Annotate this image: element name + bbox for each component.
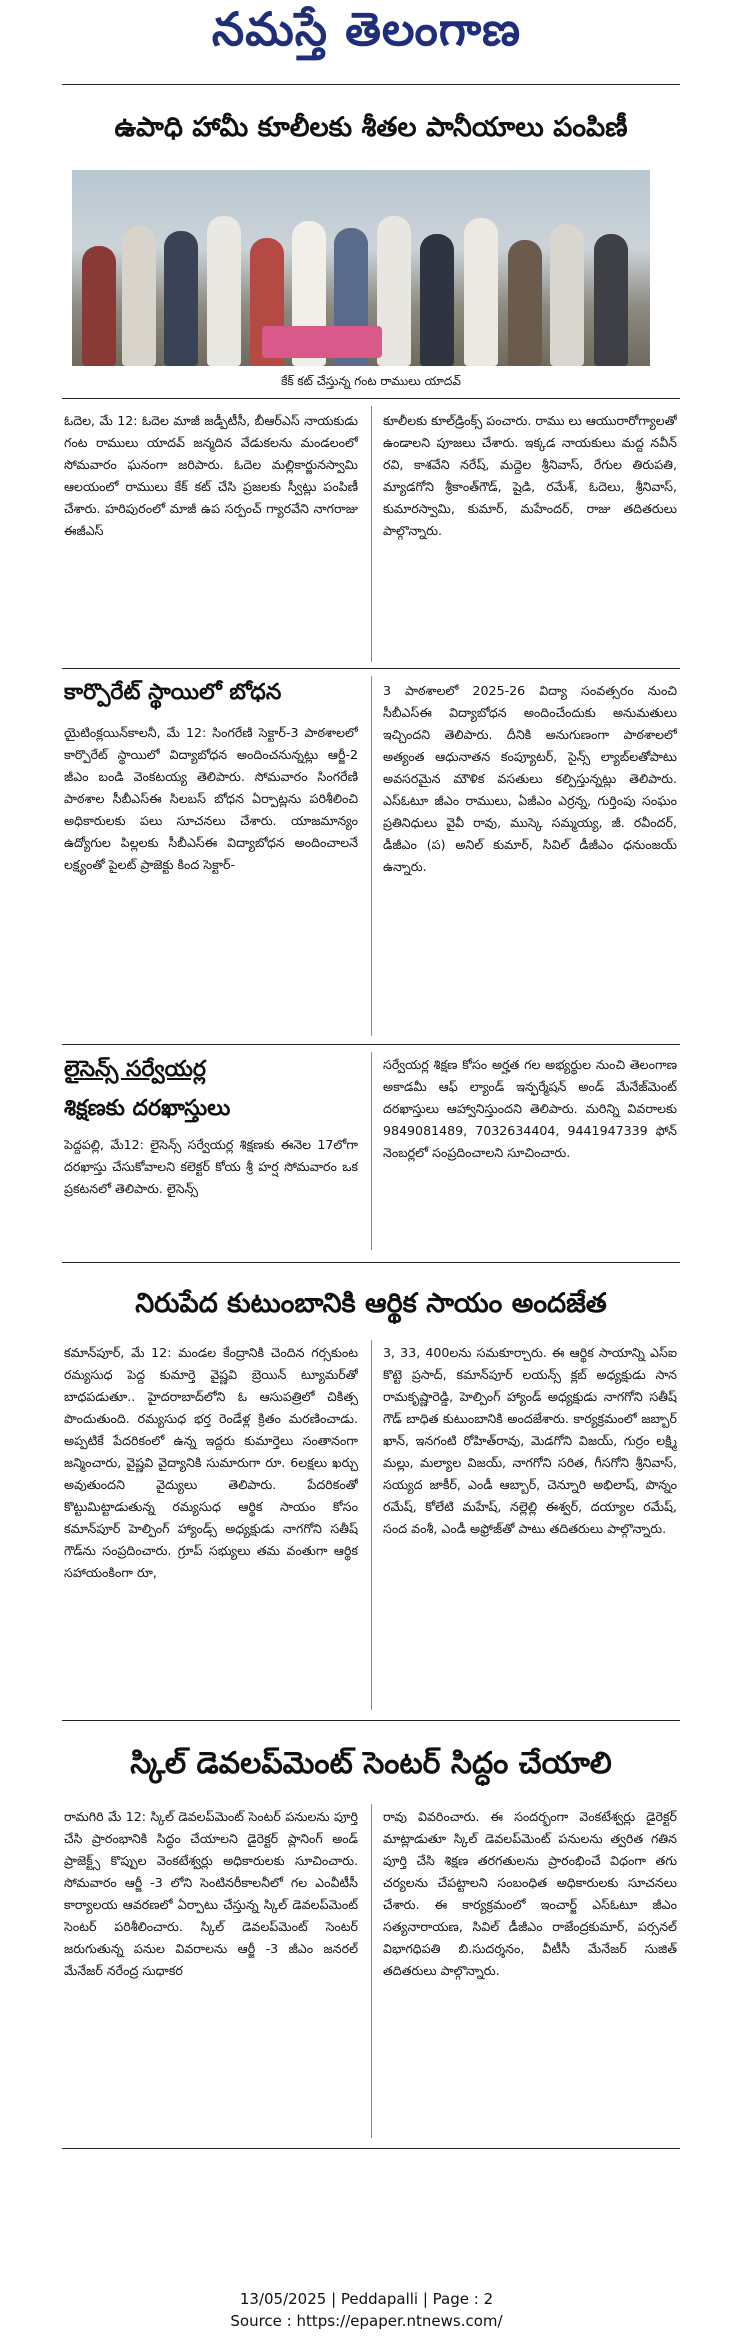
article5-body-col1: రామగిరి మే 12: స్కిల్ డెవలప్‌మెంట్ సెంటర్ పనులను పూర్తి చేసి ప్రారంభానికి సిద్ధం చేయాలని డైరెక్టర్ ప్లానింగ్ అండ్ ప్రాజెక్ట్స్ కొప్పుల వెంకటేశ్వర్లు అధికారులకు సూచించారు. సోమవారం ఆర్జీ -3 లోని సెంటినరీకాలనీలో గల ఎంవీటీసీ కార్యాలయ ఆవరణలో ఏర్పాటు చేస్తున్న స్కిల్ డెవలప్‌మెంట్ సెంటర్ పరిశీలించారు. స్కిల్ డెవలప్‌మెంట్ సెంటర్ జరుగుతున్న పనుల వివరాలను ఆర్జీ -3 జీఎం జనరల్ మేనేజర్ నరేంద్ర సుధాకర bbox=[64, 1809, 358, 1978]
masthead bbox=[0, 0, 733, 70]
column-divider bbox=[371, 676, 372, 1036]
footer-date-edition: 13/05/2025 | Peddapalli | Page : 2 bbox=[239, 2290, 494, 2308]
article3-body-col1: పెద్దపల్లి, మే12: లైసెన్స్ సర్వేయర్ల శిక్షణకు ఈనెల 17లోగా దరఖాస్తు చేసుకోవాలని కలెక్టర్ కోయ శ్రీ హర్ష సోమవారం ఒక ప్రకటనలో తెలిపారు. లైసెన్స్ bbox=[64, 1137, 358, 1196]
article5-body-col2: రావు వివరించారు. ఈ సందర్భంగా వెంకటేశ్వర్లు డైరెక్టర్ మాట్లాడుతూ స్కిల్ డెవలప్‌మెంట్ పనులను త్వరిత గతిన పూర్తి చేసి శిక్షణ తరగతులను ప్రారంభించే విధంగా తగు చర్యలను చేపట్టాలని సంబంధిత అధికారులకు సూచనలు చేశారు. ఈ కార్యక్రమంలో ఇంచార్జ్ ఎస్ఓటూ జీఎం సత్యనారాయణ, సివిల్ డీజీఎం రాజేంద్రకుమార్, పర్సనల్ విభాగధిపతి బి.సుదర్శనం, వీటీసీ మేనేజర్ సుజిత్ తదితరులు పాల్గొన్నారు. bbox=[383, 1809, 677, 1978]
divider bbox=[62, 1262, 680, 1263]
article5-headline: స్కిల్ డెవలప్‌మెంట్ సెంటర్ సిద్ధం చేయాలి bbox=[130, 1746, 612, 1781]
article1-headline: ఉపాధి హామీ కూలీలకు శీతల పానీయాలు పంపిణీ bbox=[114, 112, 628, 143]
article2-body-col1: యైటింక్లయిన్‌కాలనీ, మే 12: సింగరేణి సెక్టార్-3 పాఠశాలలో కార్పొరేట్ స్థాయిలో విద్యాబోధన అందించనున్నట్లు ఆర్జీ-2 జీఎం బండి వెంకటయ్య తెలిపారు. సోమవారం సింగరేణి పాఠశాల సీబీఎస్ఈ సిలబస్ బోధన ఏర్పాట్లను పరిశీలించి అధికారులకు పలు సూచనలు చేశారు. యాజమాన్యం ఉద్యోగుల పిల్లలకు సీబీఎస్ఈ విద్యాబోధన అందించాలనే లక్ష్యంతో పైలట్ ప్రాజెక్టు కింద సెక్టార్- bbox=[64, 725, 358, 872]
footer-source-link[interactable]: Source : https://epaper.ntnews.com/ bbox=[230, 2312, 503, 2330]
article4-body-col2: 3, 33, 400లను సమకూర్చారు. ఈ ఆర్థిక సాయాన్ని ఎస్ఐ కొట్టె ప్రసాద్, కమాన్‌పూర్ లయన్స్ క్లబ్ అధ్యక్షుడు సాన రామకృష్ణారెడ్డి, హెల్పింగ్ హ్యాండ్ అధ్యక్షుడు నాగగోని సతీష్ గౌడ్ బాధిత కుటుంబానికి అందజేశారు. కార్యక్రమంలో జబ్బార్ ఖాన్, ఇనగంటి రోహిత్‌రావు, మెడగోని విజయ్, గుర్రం లక్ష్మి మల్లు, మల్యాల విజయ్, నాగగోని సరిత, గీసగోని శ్రీనివాస్, సయ్యద జాకీర్, ఎండీ ఆబ్బార్, చెన్నూరి అభిలాష్, పొన్నం రమేష్, కోలేటి మహేష్, నల్లెల్లి ఈశ్వర్, దయ్యాల రమేష్, సంద వంశీ, ఎండీ అఫ్రోజ్‌తో పాటు తదితరులు పాల్గొన్నారు. bbox=[383, 1345, 677, 1536]
divider bbox=[62, 1720, 680, 1721]
divider bbox=[62, 398, 680, 399]
divider bbox=[62, 668, 680, 669]
newspaper-logo: నమస్తే తెలంగాణ bbox=[211, 2, 522, 56]
article1-body-col1: ఓదెల, మే 12: ఓదెల మాజీ జడ్పీటీసీ, బీఆర్ఎస్ నాయకుడు గంట రాములు యాదవ్ జన్మదిన వేడుకలను మండలంలో సోమవారం ఘనంగా జరిపారు. ఓదెల మల్లికార్జునస్వామి ఆలయంలో రాములు కేక్ కట్ చేసి ప్రజలకు స్వీట్లు పంపిణీ చేశారు. హరిపురంలో మాజీ ఉప సర్పంచ్ గ్యారవేని నాగరాజు ఈజీఎస్ bbox=[64, 413, 358, 538]
column-divider bbox=[371, 1052, 372, 1250]
article2-headline: కార్పొరేట్ స్థాయిలో బోధన bbox=[64, 680, 282, 705]
article4-body-col1: కమాన్‌పూర్, మే 12: మండల కేంద్రానికి చెందిన గర్సకుంట రమ్యసుధ పెద్ద కుమార్తె వైష్ణవి బ్రెయిన్ ట్యూమర్‌తో బాధపడుతూ.. హైదరాబాద్‌లోని ఓ ఆసుపత్రిలో చికిత్స పొందుతుంది. రమ్యసుధ భర్త రెండేళ్ల క్రితం మరణించాడు. అప్పటికే పేదరికంలో ఉన్న ఇద్దరు కుమార్తెలు సంతానంగా జన్మించారు, వైష్ణవి వైద్యానికి సుమారుగా రూ. 6లక్షలు ఖర్చు అవుతుందని వైద్యులు తెలిపారు. పేదరికంతో కొట్టుమిట్టాడుతున్న రమ్యసుధ ఆర్థిక సాయం కోసం కమాన్‌పూర్ హెల్పింగ్ హ్యాండ్స్ అధ్యక్షుడు నాగగోని సతీష్ గౌడ్‌ను సంప్రదించారు. గ్రూప్ సభ్యులు తమ వంతుగా ఆర్థిక సహాయంకింగా రూ, bbox=[64, 1345, 358, 1580]
article2-body-col2: 3 పాఠశాలలో 2025-26 విద్యా సంవత్సరం నుంచి సీబీఎస్ఈ విద్యాబోధన అందించేందుకు అనుమతులు ఇచ్చిందని తెలిపారు. దీనికి అనుగుణంగా పాఠశాలలో అత్యంత ఆధునాతన కంప్యూటర్, సైన్స్ ల్యాబ్‌లతోపాటు అవసరమైన మౌళిక వసతులు కల్పిస్తున్నట్లు తెలిపారు. ఎస్ఓటూ జీఎం రాములు, ఏజీఎం ఎర్రన్న, గుర్తింపు సంఘం ప్రతినిధులు వైవీ రావు, ముస్కె సమ్మయ్య, జీ. రవీందర్, డీజీఎం (ప) అనిల్ కుమార్, సివిల్ డీజీఎం ధనుంజయ్ ఉన్నారు. bbox=[383, 683, 677, 874]
column-divider bbox=[371, 1340, 372, 1710]
article1-photo bbox=[72, 170, 650, 366]
article4-headline: నిరుపేద కుటుంబానికి ఆర్థిక సాయం అందజేత bbox=[135, 1288, 607, 1319]
divider bbox=[62, 84, 680, 85]
article3-body-col2: సర్వేయర్ల శిక్షణ కోసం అర్హత గల అభ్యర్థుల నుంచి తెలంగాణ అకాడమీ ఆఫ్ ల్యాండ్ ఇన్ఫర్మేషన్ అండ్ మేనేజ్‌మెంట్ దరఖాస్తులు ఆహ్వానిస్తుందని తెలిపారు. మరిన్ని వివరాలకు 9849081489, 7032634404, 9441947339 ఫోన్ నెంబర్లలో సంప్రదించాలని సూచించారు. bbox=[383, 1057, 677, 1160]
article1-body-col2: కూలీలకు కూల్‌డ్రింక్స్ పంచారు. రాము లు ఆయురారోగ్యాలతో ఉండాలని పూజలు చేశారు. ఇక్కడ నాయకులు మద్ద నవీన్ రవి, కాశవేని నరేష్, మద్దెల శ్రీనివాస్, రేగుల తిరుపతి, మ్యాడగోని శ్రీకాంత్‌గౌడ్, షైడి, రమేశ్, ఓదెలు, శ్రీనివాస్, కుమారస్వామి, కుమార్, మహేందర్, రాజు తదితరులు పాల్గొన్నారు. bbox=[383, 413, 677, 538]
column-divider bbox=[371, 1804, 372, 2138]
divider bbox=[62, 2148, 680, 2149]
column-divider bbox=[371, 406, 372, 662]
article3-headline-line1: లైసెన్స్ సర్వేయర్ల bbox=[64, 1057, 206, 1082]
divider bbox=[62, 1044, 680, 1045]
article3-headline-line2: శిక్షణకు దరఖాస్తులు bbox=[64, 1096, 231, 1121]
photo-caption: కేక్ కట్ చేస్తున్న గంట రాములు యాదవ్ bbox=[281, 374, 461, 388]
